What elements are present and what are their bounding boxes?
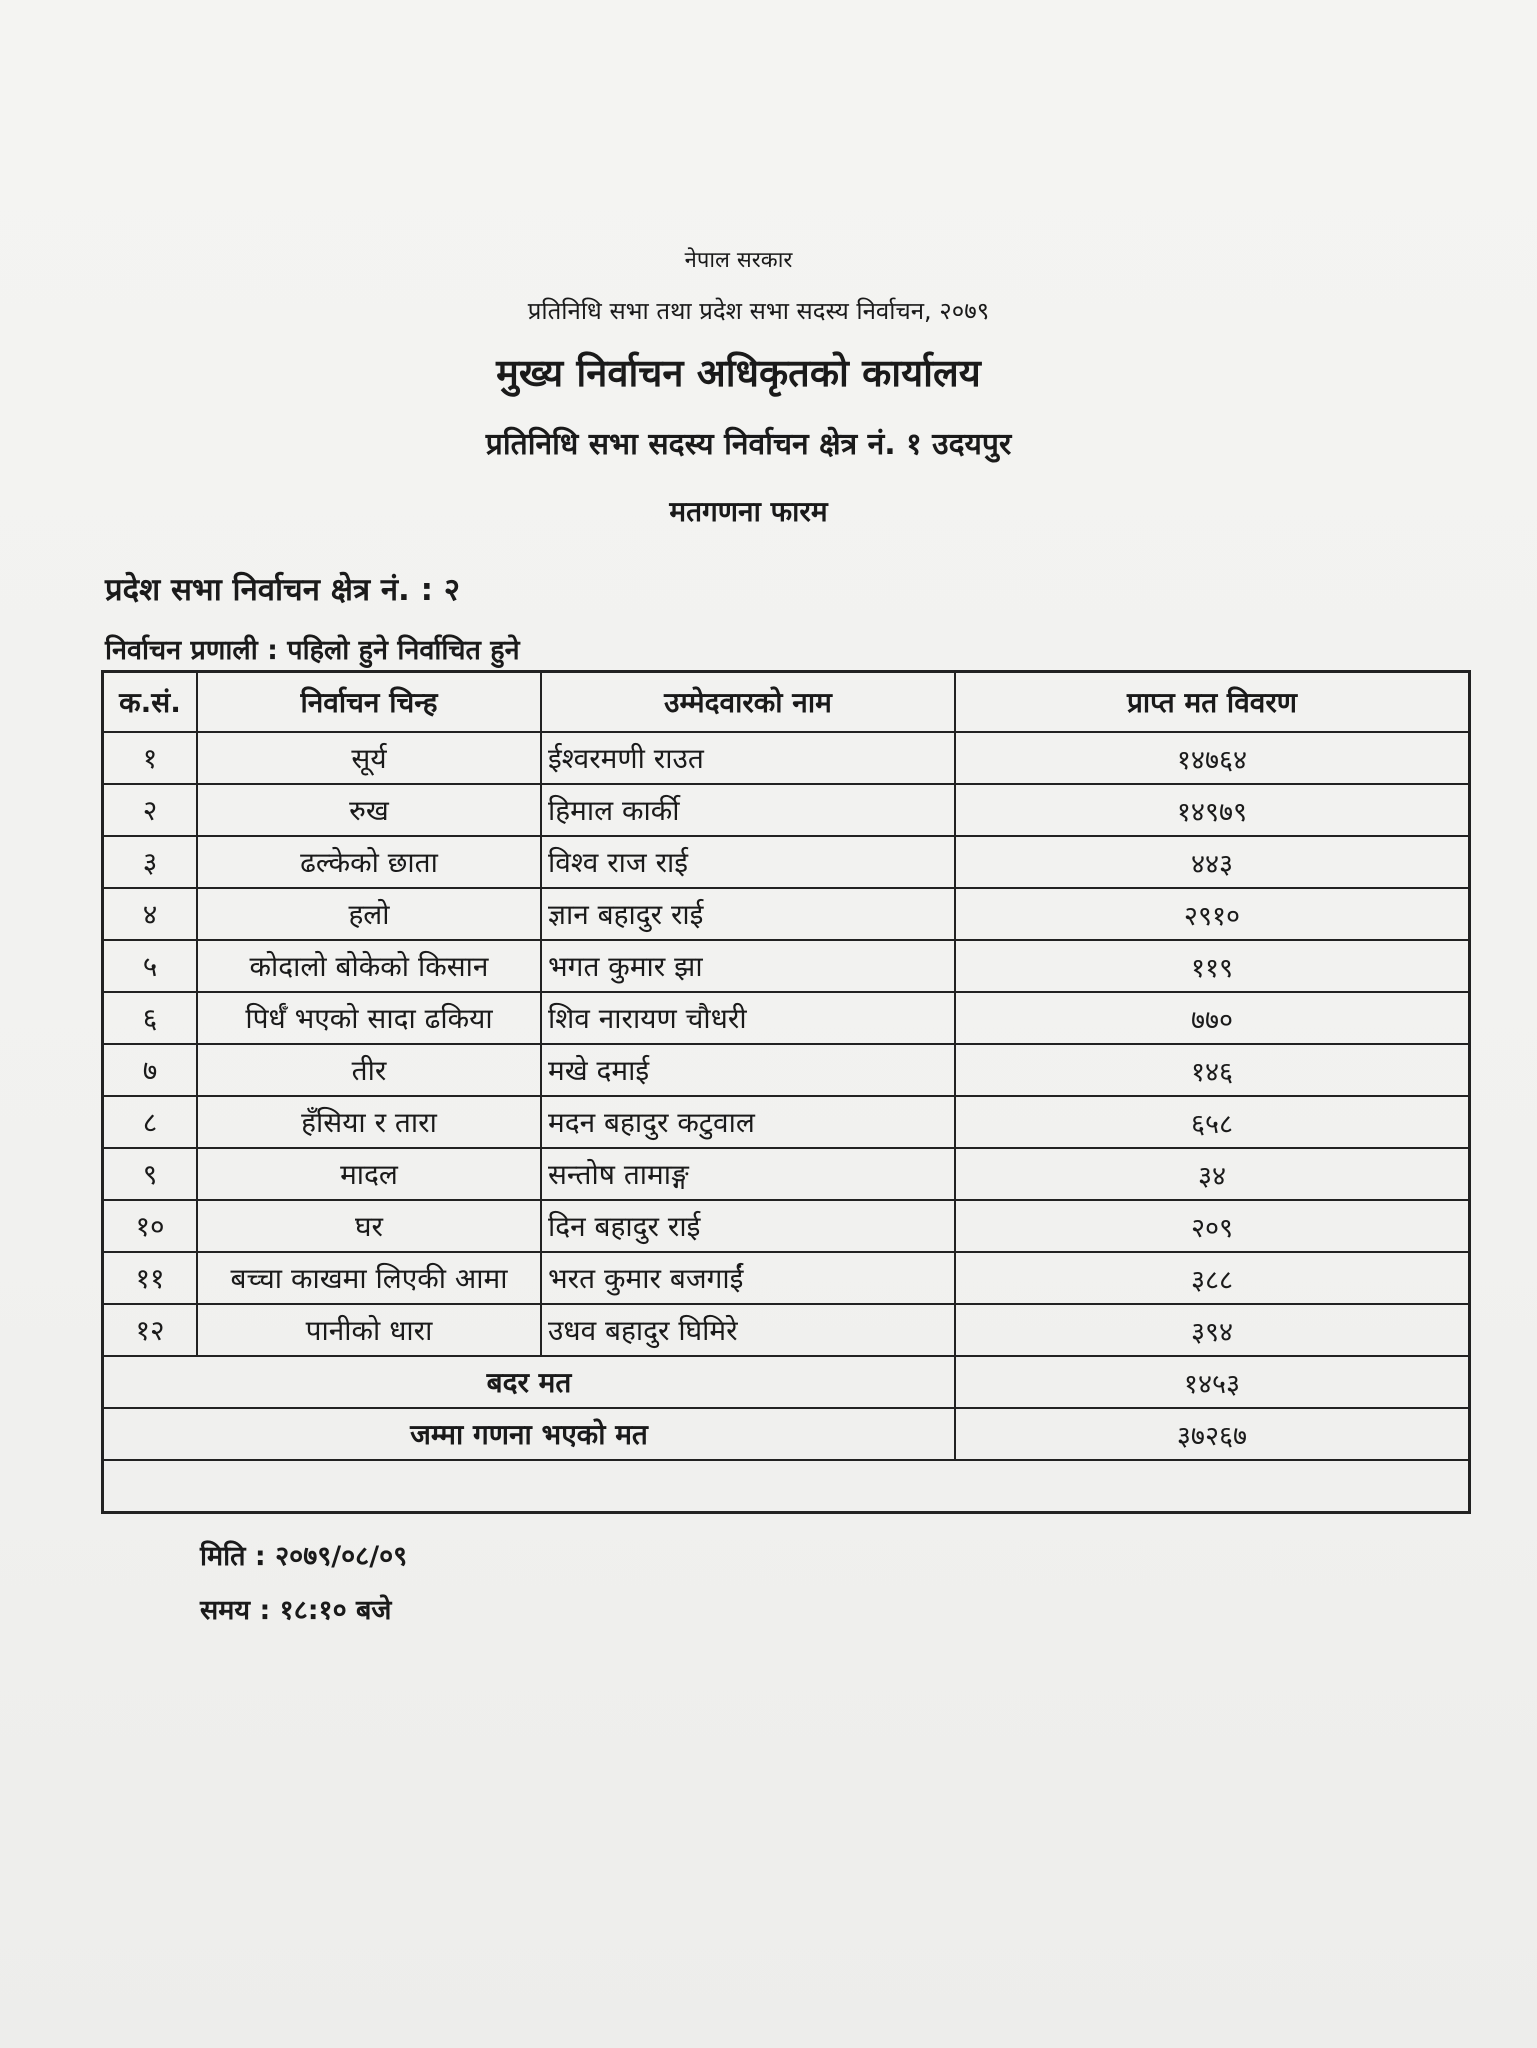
election-heading: प्रतिनिधि सभा तथा प्रदेश सभा सदस्य निर्वाचन, २०७९	[527, 297, 990, 325]
votes-cell: ३४	[955, 1148, 1470, 1200]
symbol-cell: पिर्धँ भएको सादा ढकिया	[197, 992, 541, 1044]
votes-cell: १४६	[955, 1044, 1470, 1096]
symbol-cell: पानीको धारा	[197, 1304, 541, 1356]
table-row	[103, 1096, 1470, 1148]
candidate-name-cell: भगत कुमार झा	[541, 940, 955, 992]
symbol-cell: ढल्केको छाता	[197, 836, 541, 888]
constituency-heading: प्रतिनिधि सभा सदस्य निर्वाचन क्षेत्र नं. १ उदयपुर	[485, 427, 1012, 462]
serial-cell: २	[103, 784, 198, 836]
table-row	[103, 940, 1470, 992]
electoral-system-line: निर्वाचन प्रणाली : पहिलो हुने निर्वाचित हुने	[105, 635, 520, 666]
candidate-name-cell: शिव नारायण चौधरी	[541, 992, 955, 1044]
votes-cell: २०९	[955, 1200, 1470, 1252]
invalid-votes-row	[103, 1356, 1470, 1408]
symbol-cell: तीर	[197, 1044, 541, 1096]
table-row	[103, 1304, 1470, 1356]
symbol-cell: घर	[197, 1200, 541, 1252]
serial-cell: ५	[103, 940, 198, 992]
header-serial: क.सं.	[103, 672, 198, 733]
votes-cell: ११९	[955, 940, 1470, 992]
header-votes: प्राप्त मत विवरण	[955, 672, 1470, 733]
symbol-cell: कोदालो बोकेको किसान	[197, 940, 541, 992]
total-votes-row	[103, 1408, 1470, 1460]
symbol-cell: मादल	[197, 1148, 541, 1200]
table-row	[103, 836, 1470, 888]
serial-cell: ८	[103, 1096, 198, 1148]
symbol-cell: बच्चा काखमा लिएकी आमा	[197, 1252, 541, 1304]
time-line: समय : १८:१० बजे	[200, 1595, 392, 1626]
votes-cell: ३९४	[955, 1304, 1470, 1356]
serial-cell: ६	[103, 992, 198, 1044]
votes-cell: ६५८	[955, 1096, 1470, 1148]
invalid-votes-label: बदर मत	[103, 1356, 956, 1408]
candidate-name-cell: मखे दमाई	[541, 1044, 955, 1096]
table-row	[103, 992, 1470, 1044]
date-line: मिति : २०७९/०८/०९	[200, 1541, 408, 1572]
table-row	[103, 1200, 1470, 1252]
blank-row	[103, 1460, 1470, 1513]
votes-cell: १४७६४	[955, 732, 1470, 784]
table-header-row	[103, 672, 1470, 733]
symbol-cell: हलो	[197, 888, 541, 940]
candidate-name-cell: मदन बहादुर कटुवाल	[541, 1096, 955, 1148]
vote-count-table	[101, 670, 1471, 1514]
total-votes-label: जम्मा गणना भएको मत	[103, 1408, 956, 1460]
candidate-name-cell: भरत कुमार बजगाईं	[541, 1252, 955, 1304]
serial-cell: १२	[103, 1304, 198, 1356]
table-row	[103, 732, 1470, 784]
votes-cell: २९१०	[955, 888, 1470, 940]
serial-cell: ९	[103, 1148, 198, 1200]
votes-cell: ४४३	[955, 836, 1470, 888]
form-title: मतगणना फारम	[669, 495, 828, 528]
votes-cell: ७७०	[955, 992, 1470, 1044]
invalid-votes-value: १४५३	[955, 1356, 1470, 1408]
votes-cell: ३८८	[955, 1252, 1470, 1304]
candidate-name-cell: ज्ञान बहादुर राई	[541, 888, 955, 940]
table-row	[103, 1148, 1470, 1200]
symbol-cell: सूर्य	[197, 732, 541, 784]
table-row	[103, 888, 1470, 940]
candidate-name-cell: विश्व राज राई	[541, 836, 955, 888]
candidate-name-cell: उधव बहादुर घिमिरे	[541, 1304, 955, 1356]
serial-cell: ११	[103, 1252, 198, 1304]
total-votes-value: ३७२६७	[955, 1408, 1470, 1460]
serial-cell: ३	[103, 836, 198, 888]
table-row	[103, 1252, 1470, 1304]
header-symbol: निर्वाचन चिन्ह	[197, 672, 541, 733]
table-row	[103, 784, 1470, 836]
serial-cell: ४	[103, 888, 198, 940]
candidate-name-cell: ईश्वरमणी राउत	[541, 732, 955, 784]
candidate-name-cell: हिमाल कार्की	[541, 784, 955, 836]
government-heading: नेपाल सरकार	[684, 248, 793, 273]
symbol-cell: हँसिया र तारा	[197, 1096, 541, 1148]
candidate-name-cell: सन्तोष तामाङ्ग	[541, 1148, 955, 1200]
votes-cell: १४९७९	[955, 784, 1470, 836]
province-constituency-line: प्रदेश सभा निर्वाचन क्षेत्र नं. : २	[105, 572, 460, 608]
header-candidate-name: उम्मेदवारको नाम	[541, 672, 955, 733]
blank-cell	[103, 1460, 1470, 1513]
office-heading: मुख्य निर्वाचन अधिकृतको कार्यालय	[496, 351, 981, 395]
serial-cell: १०	[103, 1200, 198, 1252]
candidate-name-cell: दिन बहादुर राई	[541, 1200, 955, 1252]
symbol-cell: रुख	[197, 784, 541, 836]
table-row	[103, 1044, 1470, 1096]
serial-cell: ७	[103, 1044, 198, 1096]
serial-cell: १	[103, 732, 198, 784]
